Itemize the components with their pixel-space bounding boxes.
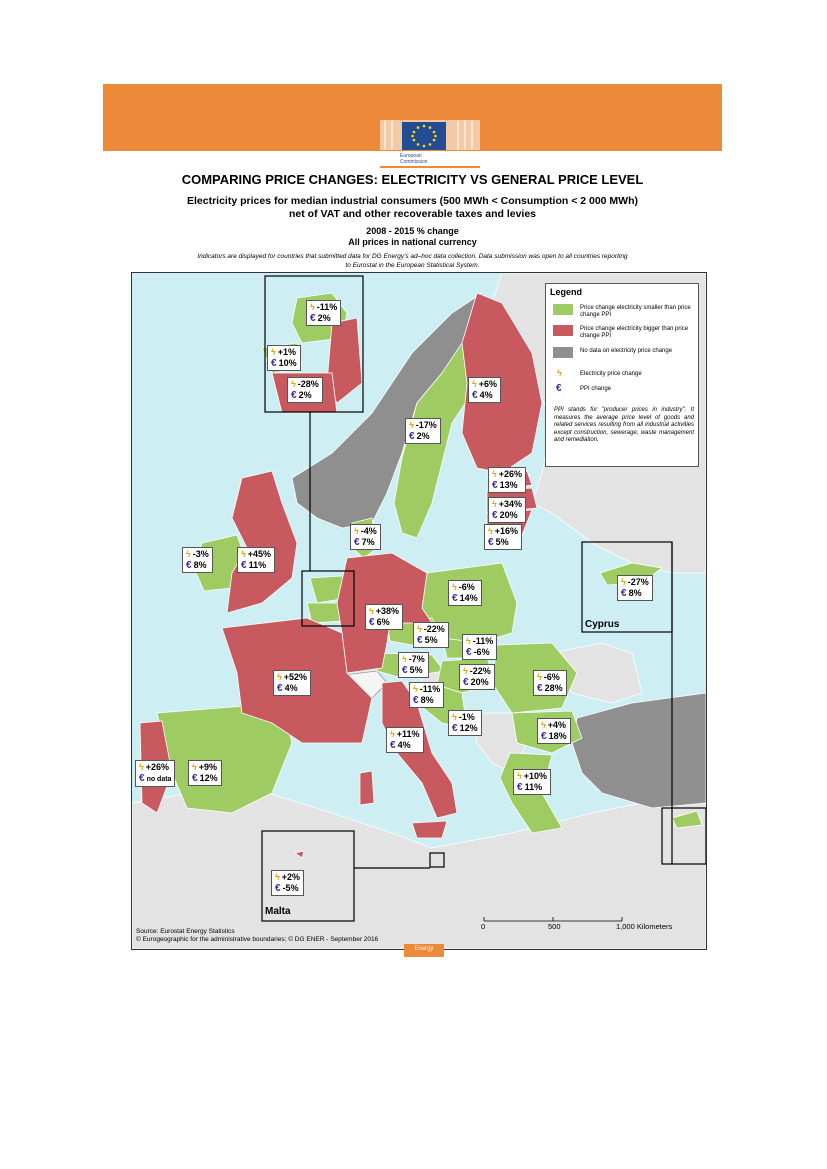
europe-map [131,272,707,950]
euro-icon: € [275,883,281,894]
euro-icon: € [291,390,297,401]
ec-logo-underline [380,166,480,168]
country-label-austria: ϟ -7% € 5% [398,652,429,678]
lightning-icon: ϟ [492,469,497,479]
lightning-icon: ϟ [310,302,315,312]
country-label-czechia: ϟ -22% € 5% [413,622,449,648]
euro-icon: € [417,635,423,646]
country-label-denmark: ϟ -4% € 7% [350,524,381,550]
euro-icon: € [139,773,145,784]
legend-smaller-text: Price change electricity smaller than price change PPI [580,305,691,318]
lightning-icon: ϟ [541,720,546,730]
subtitle-line-2: net of VAT and other recoverable taxes and levies [288,208,537,220]
legend-title: Legend [550,287,583,297]
copyright-line: © Eurogeographic for the administrative boundaries; © DG ENER - September 2016 [136,936,379,943]
currency-note: All prices in national currency [348,237,477,247]
euro-icon: € [409,431,415,442]
legend-ppi-text: PPI change [580,386,612,392]
country-label-portugal: ϟ +26% € no data [135,760,175,787]
country-label-lithuania: ϟ +16% € 5% [484,524,522,550]
country-label-finland: ϟ +6% € 4% [468,377,501,403]
euro-icon: € [556,383,562,394]
euro-icon: € [492,480,498,491]
source-line: Source: Eurostat Energy Statistics [136,928,235,935]
country-label-belgium: ϟ +1% € 10% [267,345,301,371]
lightning-icon: ϟ [452,712,457,722]
euro-icon: € [354,537,360,548]
lightning-icon: ϟ [537,672,542,682]
legend-ppi-note: PPI stands for "producer prices in industry". It measures the average price level of goods and related services resulting from all industrial activities except construction, sewerage, waste management and remediation. [554,407,694,443]
country-label-estonia: ϟ +26% € 13% [488,467,526,493]
country-label-croatia: ϟ -1% € 12% [448,710,482,736]
legend-bigger-text: Price change electricity bigger than price change PPI [580,326,689,339]
sardinia [360,771,374,805]
country-label-luxembourg: ϟ -28% € 2% [287,377,323,403]
scale-label-zero: 0 [481,922,486,931]
scale-label-mid: 500 [548,922,561,931]
country-label-slovakia: ϟ -11% € -6% [462,634,497,660]
euro-icon: € [488,537,494,548]
lightning-icon: ϟ [417,624,422,634]
country-label-latvia: ϟ +34% € 20% [488,497,526,523]
page-title: COMPARING PRICE CHANGES: ELECTRICITY VS GENERAL PRICE LEVEL [181,172,644,187]
lightning-icon: ϟ [291,379,296,389]
lightning-icon: ϟ [463,666,468,676]
lightning-icon: ϟ [354,526,359,536]
euro-icon: € [390,740,396,751]
euro-icon: € [277,683,283,694]
period-label: 2008 - 2015 % change [366,226,459,236]
lightning-icon: ϟ [472,379,477,389]
lightning-icon: ϟ [271,347,276,357]
lightning-icon: ϟ [192,762,197,772]
legend-electricity-text: Electricity price change [580,371,642,377]
source-note [136,928,378,944]
country-label-bulgaria: ϟ +4% € 18% [537,718,571,744]
lightning-icon: ϟ [409,420,414,430]
country-label-greece: ϟ +10% € 11% [513,769,551,795]
cyprus-inset-title: Cyprus [585,619,620,630]
legend-nodata-swatch [553,347,573,358]
legend-smaller-swatch [553,304,573,315]
lightning-icon: ϟ [390,729,395,739]
malta-inset-title: Malta [265,906,291,917]
country-label-poland: ϟ -6% € 14% [448,580,482,606]
country-label-netherlands: ϟ -11% € 2% [306,300,341,326]
country-label-romania: ϟ -6% € 28% [533,670,567,696]
lightning-icon: ϟ [369,606,374,616]
lightning-icon: ϟ [241,549,246,559]
euro-icon: € [413,695,419,706]
euro-icon: € [369,617,375,628]
turkey [572,693,706,808]
country-label-united-kingdom: ϟ +45% € 11% [237,547,275,573]
data-note-line-2: to Eurostat in the European Statistical System. [345,262,480,269]
lightning-icon: ϟ [466,636,471,646]
subtitle-line-1: Electricity prices for median industrial consumers (500 MWh < Consumption < 2 000 MWh) [186,195,639,207]
data-note-line-1: Indicators are displayed for countries that submitted data for DG Energy's ad–hoc data collection. Data submission was open to all countries reporting [197,253,628,260]
scale-label-end: 1,000 Kilometers [616,922,673,931]
country-label-malta: ϟ +2% € -5% [271,870,304,896]
country-label-france: ϟ +52% € 4% [273,670,311,696]
euro-icon: € [402,665,408,676]
country-label-italy: ϟ +11% € 4% [386,727,424,753]
lightning-icon: ϟ [621,577,626,587]
country-label-ireland: ϟ -3% € 8% [182,547,213,573]
euro-icon: € [463,677,469,688]
euro-icon: € [466,647,472,658]
lightning-icon: ϟ [557,368,562,378]
euro-icon: € [541,731,547,742]
lightning-icon: ϟ [186,549,191,559]
energy-tab: Energy [404,944,444,957]
euro-icon: € [492,510,498,521]
legend-bigger-swatch [553,325,573,336]
lightning-icon: ϟ [413,684,418,694]
euro-icon: € [192,773,198,784]
country-label-cyprus: ϟ -27% € 8% [617,575,653,601]
euro-icon: € [241,560,247,571]
euro-icon: € [452,723,458,734]
country-label-slovenia: ϟ -11% € 8% [409,682,444,708]
country-label-spain: ϟ +9% € 12% [188,760,222,786]
euro-icon: € [621,588,627,599]
sicily [412,821,447,838]
lightning-icon: ϟ [452,582,457,592]
lightning-icon: ϟ [402,654,407,664]
euro-icon: € [186,560,192,571]
euro-icon: € [452,593,458,604]
legend [545,283,699,467]
lightning-icon: ϟ [277,672,282,682]
lightning-icon: ϟ [275,872,280,882]
lightning-icon: ϟ [488,526,493,536]
lightning-icon: ϟ [492,499,497,509]
lightning-icon: ϟ [517,771,522,781]
euro-icon: € [537,683,543,694]
ec-logo-text: European Commission [400,153,428,165]
euro-icon: € [271,358,277,369]
country-label-hungary: ϟ -22% € 20% [459,664,495,690]
euro-icon: € [472,390,478,401]
euro-icon: € [517,782,523,793]
country-label-sweden: ϟ -17% € 2% [405,418,441,444]
euro-icon: € [310,313,316,324]
country-label-germany: ϟ +38% € 6% [365,604,403,630]
legend-nodata-text: No data on electricity price change [580,348,673,354]
lightning-icon: ϟ [139,762,144,772]
